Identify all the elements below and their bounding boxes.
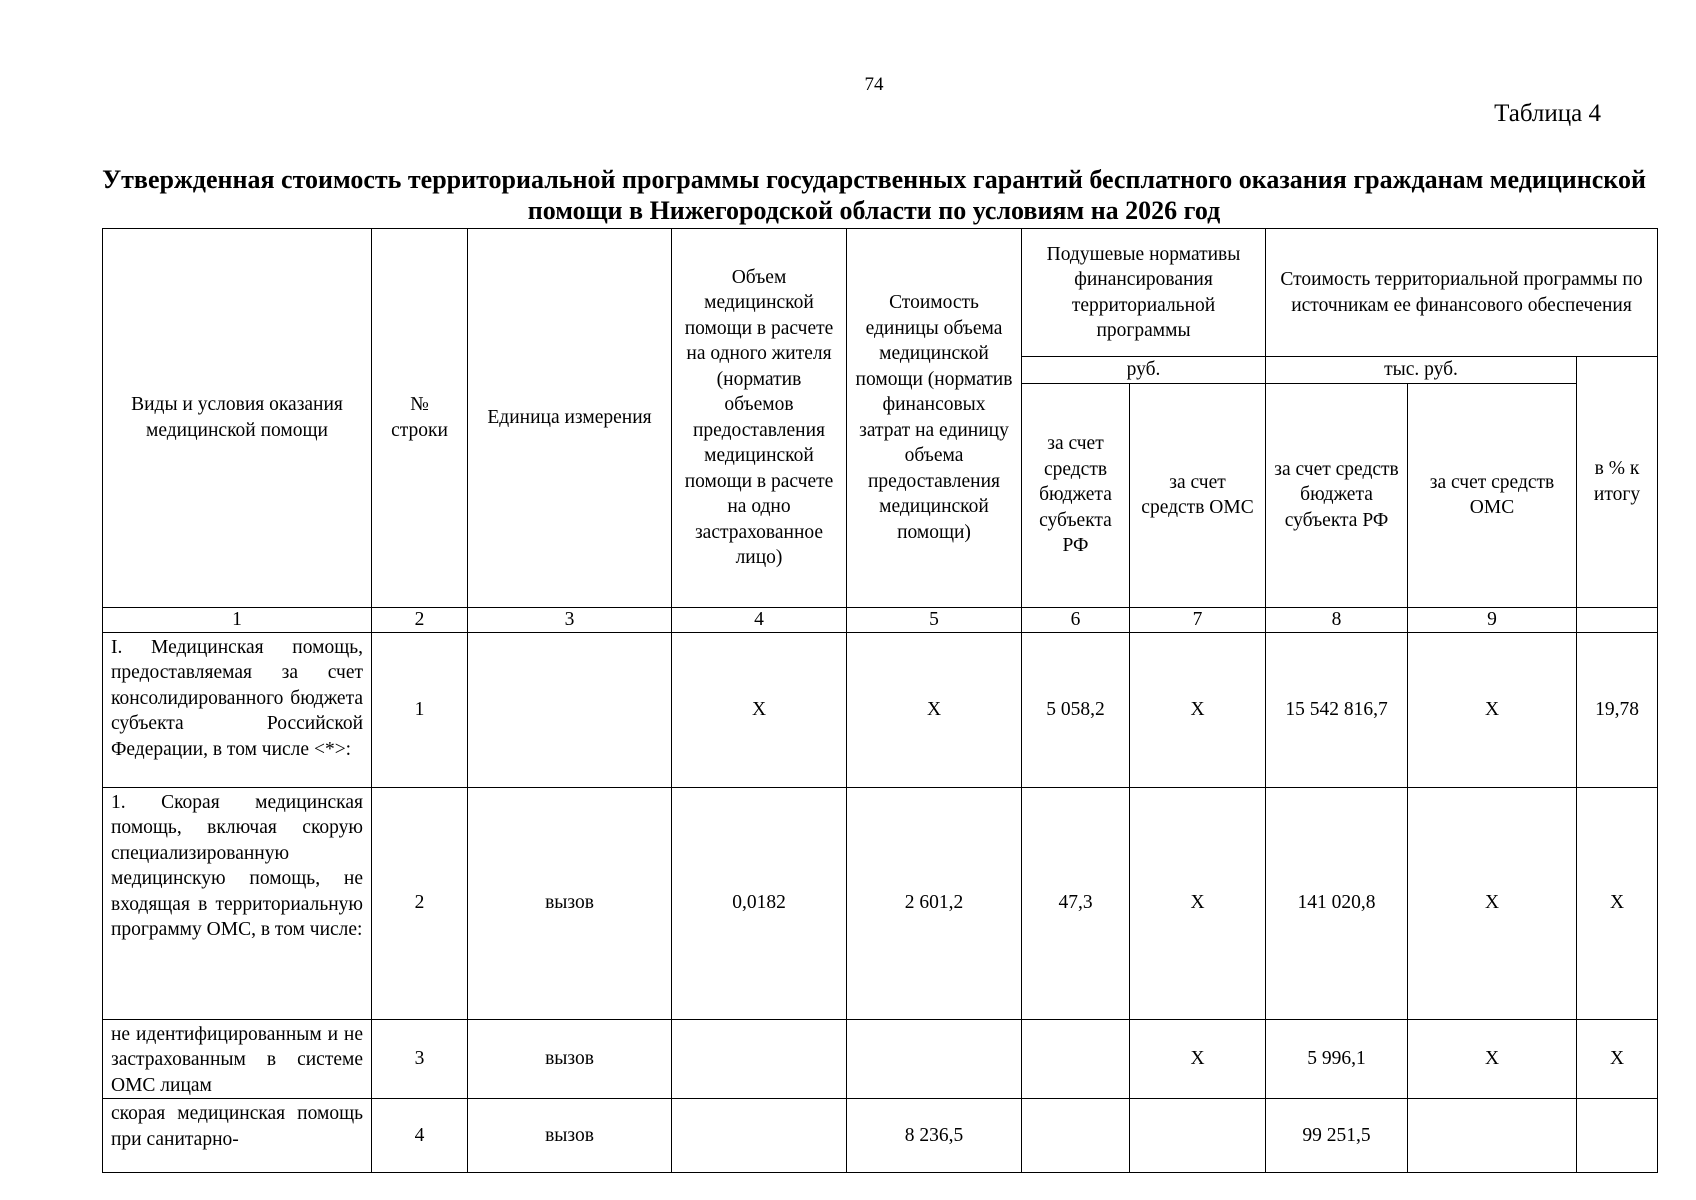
header-cost-sources: Стоимость территориальной программы по источникам ее финансового обеспечения (1266, 229, 1658, 357)
row-unit-cost (847, 1019, 1022, 1099)
row-number: 1 (372, 632, 468, 787)
row-per-capita-budget (1022, 1019, 1130, 1099)
row-unit: вызов (468, 787, 672, 1019)
row-per-capita-budget: 5 058,2 (1022, 632, 1130, 787)
row-label: I. Медицинская помощь, предоставляемая за счет консолидированного бюджета субъекта Российской Федерации, в том числе <*>: (103, 632, 372, 787)
row-label: не идентифицированным и не застрахованным в системе ОМС лицам (103, 1019, 372, 1099)
header-kinds: Виды и условия оказания медицинской помощи (103, 229, 372, 608)
row-label: скорая медицинская помощь при санитарно- (103, 1099, 372, 1173)
row-number: 3 (372, 1019, 468, 1099)
row-cost-budget: 5 996,1 (1266, 1019, 1408, 1099)
row-volume: X (672, 632, 847, 787)
header-per-capita: Подушевые нормативы финансирования территориальной программы (1022, 229, 1266, 357)
row-percent (1577, 1099, 1658, 1173)
header-oms-thous: за счет средств ОМС (1408, 383, 1577, 607)
document-title: Утвержденная стоимость территориальной программы государственных гарантий бесплатного оказания гражданам медицинской помощи в Нижегородской области по условиям на 2026 год (102, 165, 1646, 225)
row-unit-cost: 2 601,2 (847, 787, 1022, 1019)
row-per-capita-oms: X (1130, 632, 1266, 787)
table-row (103, 787, 1658, 1019)
row-cost-budget: 15 542 816,7 (1266, 632, 1408, 787)
table-caption: Таблица 4 (1494, 100, 1601, 127)
cost-table (102, 228, 1658, 1173)
row-percent: X (1577, 1019, 1658, 1099)
row-volume (672, 1099, 847, 1173)
header-oms: за счет средств ОМС (1130, 383, 1266, 607)
row-percent: 19,78 (1577, 632, 1658, 787)
column-number: 4 (672, 607, 847, 632)
column-number: 2 (372, 607, 468, 632)
header-row-number: № строки (372, 229, 468, 608)
row-label: 1. Скорая медицинская помощь, включая скорую специализированную медицинскую помощь, не входящая в территориальную программу ОМС, в том числе: (103, 787, 372, 1019)
column-number: 8 (1266, 607, 1408, 632)
row-unit-cost: X (847, 632, 1022, 787)
row-cost-oms: X (1408, 787, 1577, 1019)
row-cost-oms: X (1408, 1019, 1577, 1099)
header-volume: Объем медицинской помощи в расчете на одного жителя (норматив объемов предоставления медицинской помощи в расчете на одно застрахованное лицо) (672, 229, 847, 608)
row-per-capita-oms: X (1130, 787, 1266, 1019)
row-cost-oms (1408, 1099, 1577, 1173)
row-per-capita-budget (1022, 1099, 1130, 1173)
column-number: 5 (847, 607, 1022, 632)
column-number: 7 (1130, 607, 1266, 632)
row-unit: вызов (468, 1099, 672, 1173)
column-number-row (103, 607, 1658, 632)
row-volume: 0,0182 (672, 787, 847, 1019)
row-per-capita-oms: X (1130, 1019, 1266, 1099)
header-percent-total: в % к итогу (1577, 357, 1658, 608)
header-unit-cost: Стоимость единицы объема медицинской помощи (норматив финансовых затрат на единицу объема предоставления медицинской помощи) (847, 229, 1022, 608)
column-number: 3 (468, 607, 672, 632)
row-unit-cost: 8 236,5 (847, 1099, 1022, 1173)
row-number: 2 (372, 787, 468, 1019)
row-number: 4 (372, 1099, 468, 1173)
row-cost-budget: 99 251,5 (1266, 1099, 1408, 1173)
row-per-capita-budget: 47,3 (1022, 787, 1130, 1019)
row-unit: вызов (468, 1019, 672, 1099)
header-budget-rf: за счет средств бюджета субъекта РФ (1022, 383, 1130, 607)
column-number: 1 (103, 607, 372, 632)
header-unit: Единица измерения (468, 229, 672, 608)
row-volume (672, 1019, 847, 1099)
header-thous-rub: тыс. руб. (1266, 357, 1577, 384)
header-rub: руб. (1022, 357, 1266, 384)
column-number: 9 (1408, 607, 1577, 632)
page-number: 74 (864, 74, 884, 95)
row-percent: X (1577, 787, 1658, 1019)
row-cost-oms: X (1408, 632, 1577, 787)
row-per-capita-oms (1130, 1099, 1266, 1173)
row-unit (468, 632, 672, 787)
table-row (103, 632, 1658, 787)
table-row (103, 1099, 1658, 1173)
table-row (103, 1019, 1658, 1099)
column-number: 6 (1022, 607, 1130, 632)
row-cost-budget: 141 020,8 (1266, 787, 1408, 1019)
header-budget-rf-thous: за счет средств бюджета субъекта РФ (1266, 383, 1408, 607)
